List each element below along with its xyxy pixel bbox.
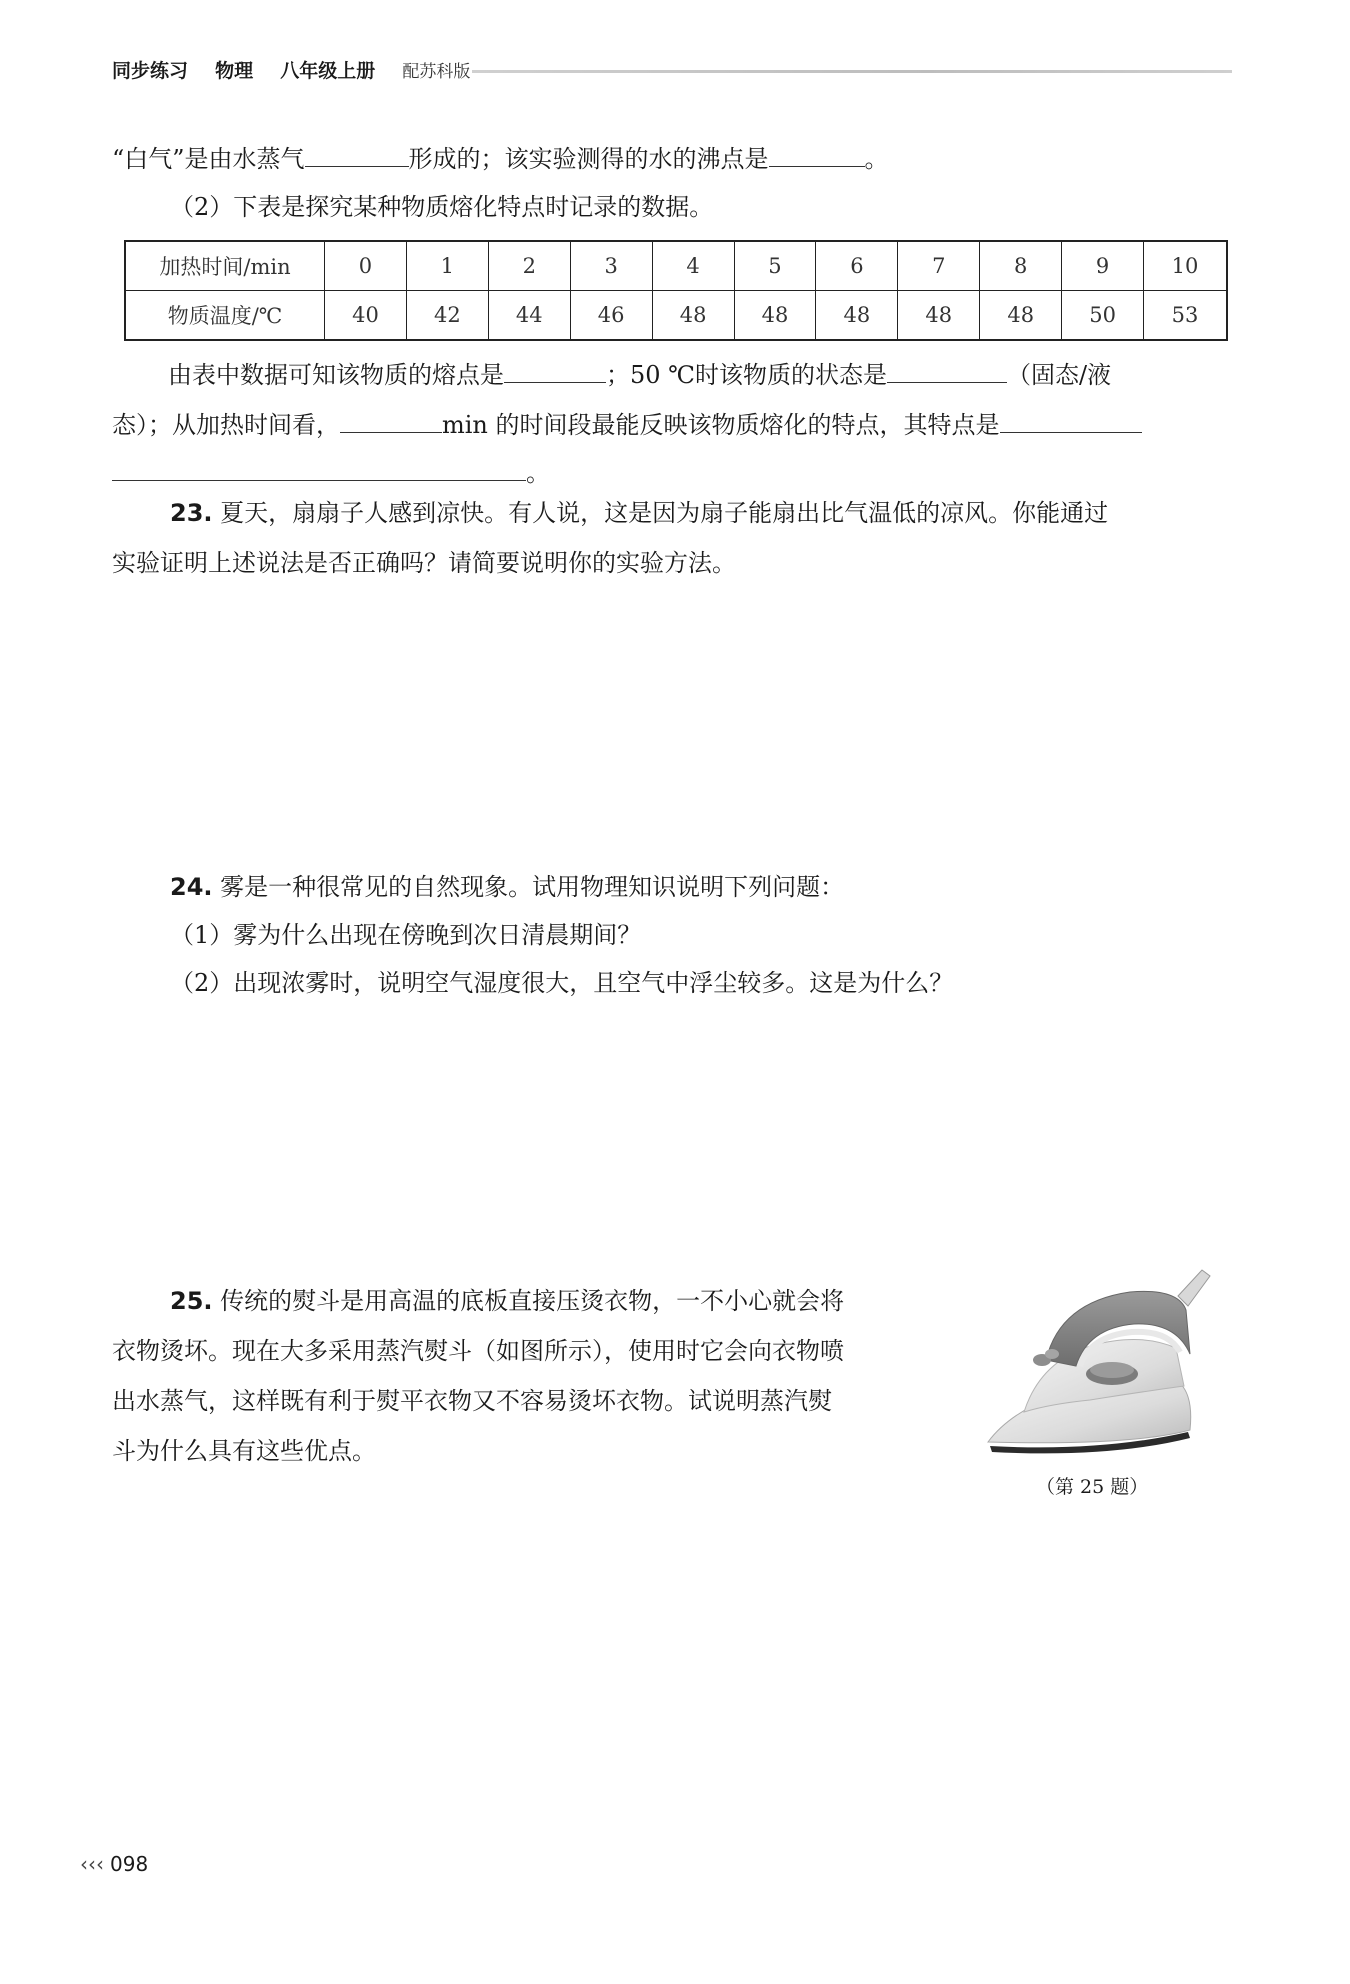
answer-blank-feature[interactable] [1000, 408, 1142, 433]
page-number: 098 [110, 1852, 149, 1876]
page-footer [80, 1852, 148, 1876]
q24-line2: （1）雾为什么出现在傍晚到次日清晨期间？ [170, 921, 642, 949]
table-row: 加热时间/min 0 1 2 3 4 5 6 7 8 9 10 [125, 241, 1227, 291]
answer-blank-state[interactable] [887, 358, 1007, 383]
q22-after-line1: 由表中数据可知该物质的熔点是 ；50 ℃时该物质的状态是 （固态/液 [168, 358, 1111, 392]
q22-after-line2: 态）；从加热时间看， min 的时间段最能反映该物质熔化的特点，其特点是 [112, 408, 1142, 442]
answer-blank-time-period[interactable] [340, 408, 442, 433]
steam-iron-figure [980, 1262, 1216, 1458]
figure-caption: （第 25 题） [1036, 1476, 1149, 1498]
table-header-time: 加热时间/min [125, 241, 325, 291]
question-number: 23. [170, 499, 213, 527]
header-edition: 配苏科版 [402, 62, 471, 82]
header-rule [472, 70, 1232, 73]
q25-line4: 斗为什么具有这些优点。 [112, 1437, 376, 1465]
header-grade: 八年级上册 [280, 60, 376, 82]
header-book: 同步练习 [112, 60, 189, 82]
q25-line1: 25. 传统的熨斗是用高温的底板直接压烫衣物，一不小心就会将 [170, 1287, 845, 1315]
answer-blank-feature-cont[interactable] [112, 456, 526, 481]
q23-answer-area[interactable] [112, 600, 1232, 850]
question-number: 25. [170, 1287, 213, 1315]
question-number: 24. [170, 873, 213, 901]
q24-answer-area[interactable] [112, 1020, 1232, 1270]
header-subject: 物理 [215, 60, 254, 82]
q22-part2: （2）下表是探究某种物质熔化特点时记录的数据。 [170, 193, 714, 221]
q22-after-line3: 。 [112, 456, 550, 490]
q24-line1: 24. 雾是一种很常见的自然现象。试用物理知识说明下列问题： [170, 873, 845, 901]
answer-blank-melting-point[interactable] [504, 358, 606, 383]
table-row: 物质温度/℃ 40 42 44 46 48 48 48 48 48 50 53 [125, 291, 1227, 341]
q22-line1: “白气”是由水蒸气 形成的；该实验测得的水的沸点是 。 [112, 142, 889, 176]
page-arrows-icon: ‹‹‹ [80, 1852, 104, 1876]
q23-line2: 实验证明上述说法是否正确吗？请简要说明你的实验方法。 [112, 549, 736, 577]
table-header-temperature: 物质温度/℃ [125, 291, 325, 341]
answer-blank-boiling-point[interactable] [769, 142, 865, 167]
answer-blank-white-gas[interactable] [305, 142, 409, 167]
q25-line3: 出水蒸气，这样既有利于熨平衣物又不容易烫坏衣物。试说明蒸汽熨 [112, 1387, 832, 1415]
q25-line2: 衣物烫坏。现在大多采用蒸汽熨斗（如图所示），使用时它会向衣物喷 [112, 1337, 844, 1365]
q23-line1: 23. 夏天，扇扇子人感到凉快。有人说，这是因为扇子能扇出比气温低的凉风。你能通过 [170, 499, 1109, 527]
melting-data-table [124, 240, 1228, 341]
steam-iron-image [980, 1262, 1216, 1458]
q24-line3: （2）出现浓雾时，说明空气湿度很大，且空气中浮尘较多。这是为什么？ [170, 969, 954, 997]
